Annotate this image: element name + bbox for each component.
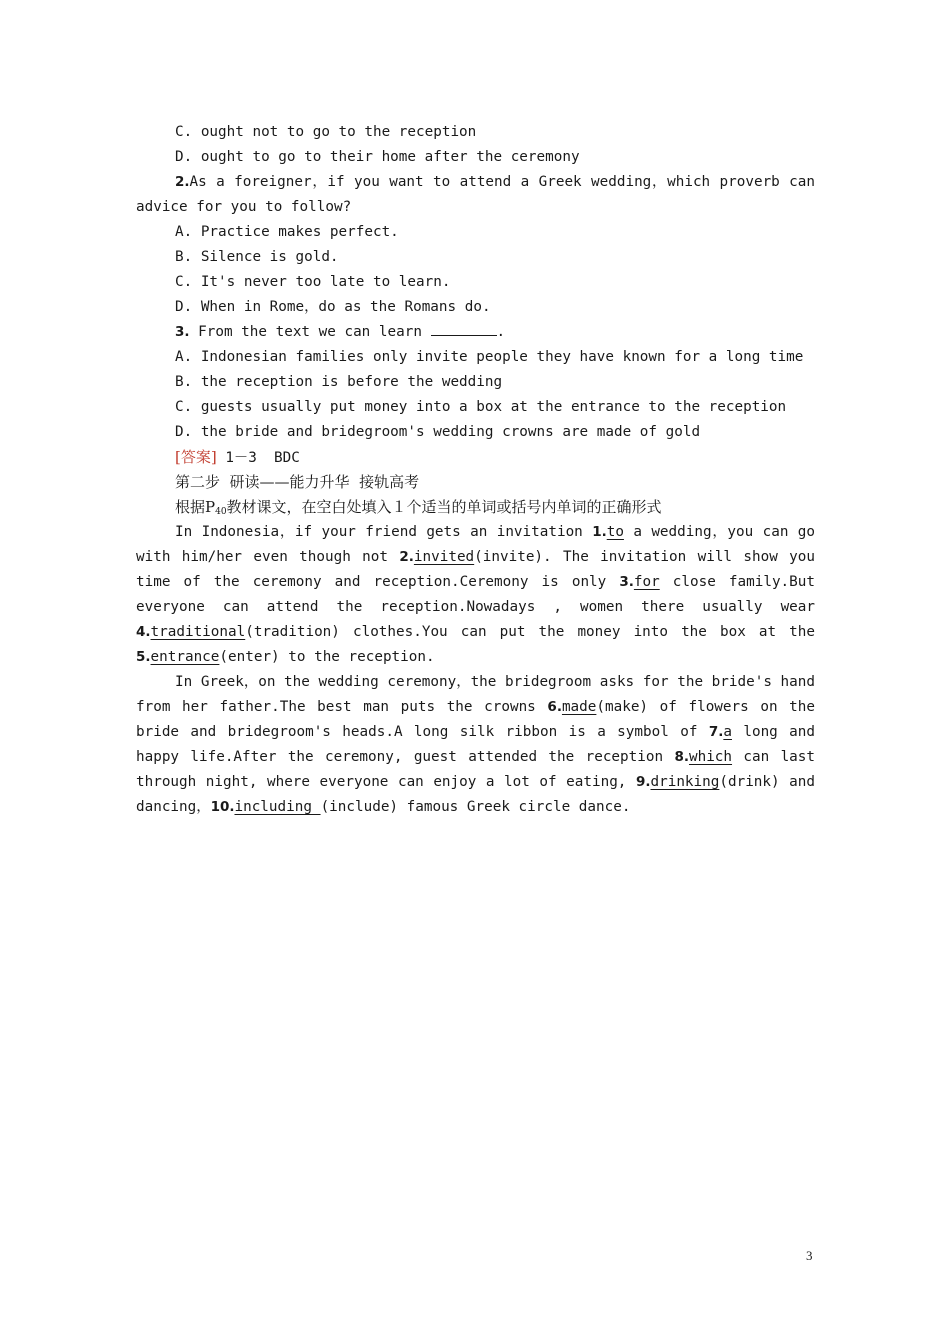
answer-5: entrance [150,649,220,665]
q3-stem: 3. From the text we can learn . [136,320,815,345]
answer-line [136,445,815,470]
q2-stem-line2: advice for you to follow? [136,199,352,215]
step2-instruction: 根据$P_{40}$教材课文，在空白处填入１个适当的单词或括号内单词的正确形式 [175,498,662,517]
q1-option-d: D. ought to go to their home after the ceremony [175,149,580,165]
p1-line4: everyone can attend the reception.Nowadays , women there usually wear [136,599,815,615]
answer-8: which [688,749,733,765]
answer-4: traditional [150,624,246,640]
answer-value: 1－3 BDC [216,450,300,466]
answer-6: made [561,699,597,715]
answer-7: a [723,724,732,740]
q2-option-b: B. Silence is gold. [175,249,339,265]
q3-option-c: C. guests usually put money into a box at the entrance to the reception [175,399,787,415]
q2-option-c: C. It's never too late to learn. [175,274,451,290]
answer-3: for [633,574,660,590]
answer-10: including [234,799,321,815]
p1-line3: time of the ceremony and reception.Ceremony is only 3.for close family.But [136,574,815,590]
q3-number: 3. [175,324,190,340]
q3-option-d: D. the bride and bridegroom's wedding crowns are made of gold [175,424,701,440]
q3-blank [431,321,497,336]
q2-number: 2. [175,174,190,190]
p2-line2: from her father.The best man puts the crowns 6.made(make) of flowers on the [136,699,815,715]
document-page [136,120,815,820]
answer-2: invited [413,549,475,565]
p1-line2: with him/her even though not 2.invited(invite). The invitation will show you [136,549,815,565]
p1-line5: 4.traditional(tradition) clothes.You can put the money into the box at the [136,624,815,640]
p2-line3: bride and bridegroom's heads.A long silk ribbon is a symbol of 7.a long and [136,724,815,740]
p2-line6: dancing，10.including (include) famous Greek circle dance. [136,799,631,815]
step2-heading: 第二步 研读——能力升华 接轨高考 [175,473,420,491]
p2-line4: happy life.After the ceremony, guest attended the reception 8.which can last [136,749,815,765]
q3-option-b: B. the reception is before the wedding [175,374,503,390]
answer-label: [答案] [175,448,217,466]
q2-option-d: D. When in Rome，do as the Romans do. [175,299,491,315]
p2-line1: In Greek，on the wedding ceremony，the bridegroom asks for the bride's hand [175,674,815,690]
q2-option-a: A. Practice makes perfect. [175,224,399,240]
page-number: 3 [806,1248,813,1263]
p1-line1: In Indonesia，if your friend gets an invitation 1.to a wedding，you can go [175,524,815,540]
p1-line6: 5.entrance(enter) to the reception. [136,649,435,665]
answer-1: to [606,524,624,540]
answer-9: drinking [650,774,720,790]
q2-stem-line1: 2.As a foreigner，if you want to attend a Greek wedding，which proverb can [175,174,815,190]
q3-option-a: A. Indonesian families only invite people they have known for a long time [175,349,804,365]
p2-line5: through night, where everyone can enjoy a lot of eating, 9.drinking(drink) and [136,774,815,790]
q1-option-c: C. ought not to go to the reception [175,124,477,140]
